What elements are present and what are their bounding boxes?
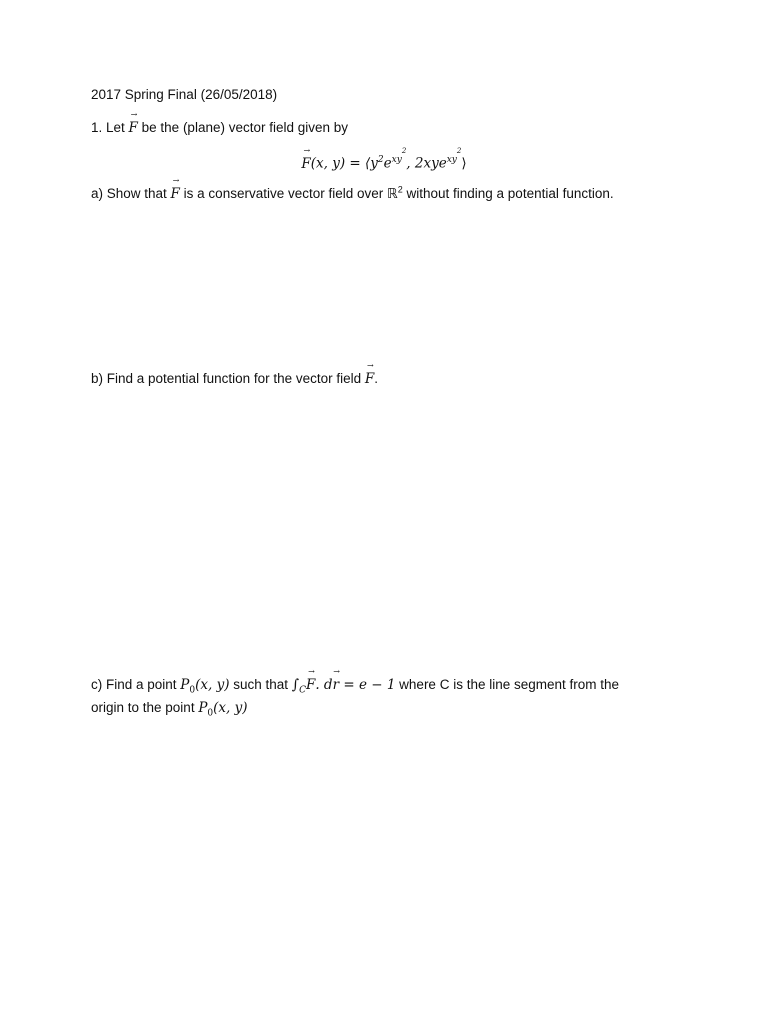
equation-close-bracket: ⟩ (461, 155, 467, 172)
equation-e: e (383, 155, 392, 172)
part-c-suffix: where C is the line segment from the (395, 677, 620, 692)
equation-square: 2 (377, 155, 384, 165)
part-a-vector-f: → F (171, 185, 180, 203)
vector-field-equation (0, 147, 768, 173)
line2-point-p0-args: (x, y) (213, 700, 248, 716)
integral-rhs: = e − 1 (339, 677, 396, 693)
question-1-intro (91, 119, 348, 137)
integral-vector-f: → F (306, 676, 315, 694)
intro-prefix: 1. Let (91, 120, 129, 135)
part-c-line2-prefix: origin to the point (91, 700, 199, 715)
integral-dot-d: . d (315, 677, 333, 693)
real-plane-power: 2 (397, 184, 403, 195)
line2-point-p0-letter: P (198, 700, 208, 716)
part-b (91, 370, 378, 388)
equation-exponent-1-square: 2 (401, 147, 407, 155)
part-b-prefix: b) Find a potential function for the vector field (91, 371, 365, 386)
equation-vector-f: → F (301, 155, 310, 173)
part-a-suffix: without finding a potential function. (402, 186, 614, 201)
equation-exponent-1: xy (391, 155, 402, 165)
point-p0-subscript: 0 (189, 685, 196, 696)
part-c-middle: such that (229, 677, 292, 692)
part-c-line-1 (91, 676, 619, 694)
part-a-middle: is a conservative vector field over (179, 186, 388, 201)
vector-f: → F (129, 119, 138, 137)
point-p0-args: (x, y) (195, 677, 230, 693)
integral-vector-r: → r (333, 676, 339, 694)
exam-title-text: 2017 Spring Final (26/05/2018) (91, 87, 278, 102)
point-p0-letter: P (180, 677, 190, 693)
integral-subscript: C (299, 685, 306, 696)
exam-title (91, 86, 277, 104)
part-b-vector-f: → F (365, 370, 374, 388)
part-c-line-2 (91, 699, 248, 717)
intro-suffix: be the (plane) vector field given by (137, 120, 349, 135)
equation-lhs-args: (x, y) = ⟨y (310, 155, 378, 172)
part-b-suffix: . (374, 371, 379, 386)
part-c-prefix: c) Find a point (91, 677, 181, 692)
equation-exponent-2: xy (446, 155, 457, 165)
equation-exponent-2-square: 2 (456, 147, 462, 155)
real-plane-symbol: ℝ (387, 186, 398, 202)
integral-symbol: ∫ (291, 677, 300, 693)
part-a-prefix: a) Show that (91, 186, 171, 201)
line2-point-p0-subscript: 0 (207, 708, 214, 719)
part-a (91, 185, 614, 203)
equation-middle: , 2xye (406, 155, 447, 172)
